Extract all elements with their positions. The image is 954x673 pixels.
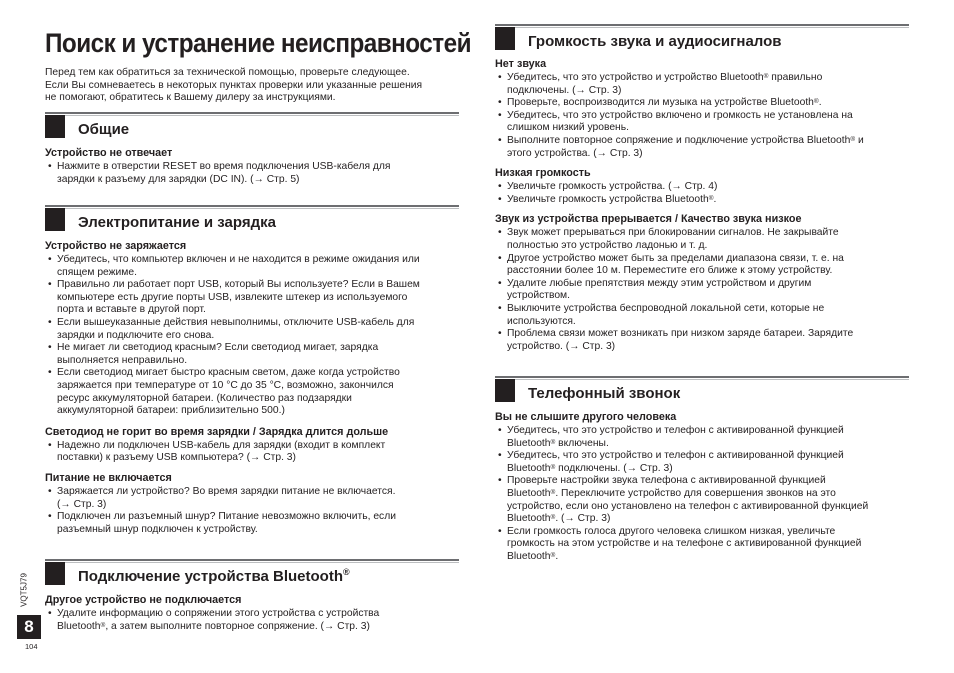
list-item: • Проблема связи может возникать при низком заряде батареи. Зарядите устройство. (→ Стр. 3) bbox=[495, 328, 909, 353]
header-marker bbox=[495, 27, 515, 50]
solution-list bbox=[45, 608, 459, 633]
list-item: • Проверьте настройки звука телефона с активированной функцией Bluetooth®. Переключите устройство для совершения звонков на это устройство, если оно установлено на телефон с активированной функцией Bluetooth®. (→ Стр. 3) bbox=[495, 475, 909, 525]
solution-list bbox=[45, 161, 459, 186]
list-item: • Заряжается ли устройство? Во время зарядки питание не включается. (→ Стр. 3) bbox=[45, 486, 459, 511]
solution-list bbox=[495, 181, 909, 206]
header-rule-thin bbox=[495, 379, 909, 380]
section-header bbox=[45, 205, 459, 231]
intro-line: Перед тем как обратиться за технической помощью, проверьте следующее. bbox=[45, 67, 410, 78]
solution-list bbox=[495, 425, 909, 564]
section-header bbox=[495, 24, 909, 50]
list-item: • Убедитесь, что это устройство и телефон с активированной функцией Bluetooth® подключены. (→ Стр. 3) bbox=[495, 450, 909, 475]
problem-title: Низкая громкость bbox=[495, 167, 591, 180]
section-phone bbox=[495, 376, 909, 564]
intro-line: Если Вы сомневаетесь в некоторых пунктах проверки или указанные решения bbox=[45, 79, 423, 91]
list-item: • Не мигает ли светодиод красным? Если светодиод мигает, зарядка выполняется неправильно. bbox=[45, 342, 459, 367]
list-item: • Надежно ли подключен USB-кабель для зарядки (входит в комплект поставки) к разъему USB компьютера? (→ Стр. 3) bbox=[45, 440, 459, 465]
problem-title: Питание не включается bbox=[45, 471, 172, 484]
section-volume bbox=[495, 24, 909, 353]
header-rule-thin bbox=[495, 27, 909, 28]
header-rule bbox=[45, 205, 459, 207]
page-number-small: 104 bbox=[25, 642, 38, 651]
list-item: • Если светодиод мигает быстро красным светом, даже когда устройство заряжается при температуре от 10 °C до 35 °C, возможно, закончился ресурс аккумуляторной батареи. (Количество раз подзарядки аккумуляторной батареи: приблизительно 500.) bbox=[45, 367, 459, 417]
problem-title: Вы не слышите другого человека bbox=[495, 411, 677, 423]
header-rule-thin bbox=[45, 115, 459, 116]
header-rule bbox=[495, 24, 909, 26]
solution-list bbox=[495, 72, 909, 160]
list-item: • Правильно ли работает порт USB, который Вы используете? Если в Вашем компьютере есть другие порты USB, извлеките штекер из используемого порта и вставьте в другой порт. bbox=[45, 279, 459, 317]
section-header bbox=[45, 559, 459, 585]
solution-list bbox=[45, 254, 459, 418]
problem-title: Устройство не отвечает bbox=[45, 147, 173, 159]
list-item: • Увеличьте громкость устройства Bluetooth®. bbox=[495, 194, 909, 207]
section-power bbox=[45, 205, 459, 536]
list-item: • Удалите информацию о сопряжении этого устройства с устройства Bluetooth®, а затем выполните повторное сопряжение. (→ Стр. 3) bbox=[45, 608, 459, 633]
problem-title: Другое устройство не подключается bbox=[45, 594, 242, 606]
list-item: • Выполните повторное сопряжение и подключение устройства Bluetooth® и этого устройства. (→ Стр. 3) bbox=[495, 135, 909, 160]
page-number-tab: 8 bbox=[17, 615, 41, 639]
header-rule-thin bbox=[45, 562, 459, 563]
section-title: Телефонный звонок bbox=[528, 385, 681, 402]
list-item: • Если вышеуказанные действия невыполнимы, отключите USB-кабель для зарядки и подключите его снова. bbox=[45, 317, 459, 342]
header-marker bbox=[45, 562, 65, 585]
section-title: Общие bbox=[78, 121, 130, 138]
list-item: • Если громкость голоса другого человека слишком низкая, увеличьте громкость на этом устройстве и на телефоне с активированной функцией Bluetooth®. bbox=[495, 526, 909, 564]
list-item: • Увеличьте громкость устройства. (→ Стр. 4) bbox=[495, 181, 909, 194]
problem-title: Светодиод не горит во время зарядки / Зарядка длится дольше bbox=[45, 425, 389, 438]
page-title: Поиск и устранение неисправностей bbox=[45, 28, 471, 58]
list-item: • Подключен ли разъемный шнур? Питание невозможно включить, если разъемный шнур подключен к устройству. bbox=[45, 511, 459, 536]
list-item: • Нажмите в отверстии RESET во время подключения USB-кабеля для зарядки к разъему для зарядки (DC IN). (→ Стр. 5) bbox=[45, 161, 459, 186]
section-title: Подключение устройства Bluetooth® bbox=[78, 567, 350, 585]
list-item: • Убедитесь, что это устройство и телефон с активированной функцией Bluetooth® включены. bbox=[495, 425, 909, 450]
list-item: • Убедитесь, что это устройство и устройство Bluetooth® правильно подключены. (→ Стр. 3) bbox=[495, 72, 909, 97]
solution-list bbox=[45, 486, 459, 536]
section-title: Электропитание и зарядка bbox=[78, 214, 276, 231]
document-code: VQT5J79 bbox=[19, 573, 29, 607]
section-bluetooth bbox=[45, 559, 459, 633]
header-marker bbox=[495, 379, 515, 402]
problem-title: Нет звука bbox=[495, 58, 547, 70]
solution-list bbox=[495, 227, 909, 353]
list-item: • Выключите устройства беспроводной локальной сети, которые не используются. bbox=[495, 303, 909, 328]
list-item: • Удалите любые препятствия между этим устройством и другим устройством. bbox=[495, 278, 909, 303]
header-rule bbox=[45, 112, 459, 114]
section-general bbox=[45, 112, 459, 186]
section-header bbox=[45, 112, 459, 138]
intro-line: не помогают, обратитесь к Вашему дилеру за инструкциями. bbox=[45, 92, 336, 104]
header-rule-thin bbox=[45, 208, 459, 209]
list-item: • Звук может прерываться при блокировании сигналов. Не закрывайте полностью это устройство ладонью и т. д. bbox=[495, 227, 909, 252]
problem-title: Устройство не заряжается bbox=[45, 240, 187, 252]
list-item: • Проверьте, воспроизводится ли музыка на устройстве Bluetooth®. bbox=[495, 97, 909, 110]
section-header bbox=[495, 376, 909, 402]
solution-list bbox=[45, 440, 459, 465]
list-item: • Убедитесь, что это устройство включено и громкость не установлена на слишком низкий уровень. bbox=[495, 110, 909, 135]
header-marker bbox=[45, 208, 65, 231]
header-rule bbox=[45, 559, 459, 561]
header-marker bbox=[45, 115, 65, 138]
intro-text bbox=[45, 67, 459, 105]
list-item: • Другое устройство может быть за пределами диапазона связи, т. е. на расстоянии более 10 м. Переместите его ближе к этому устройству. bbox=[495, 253, 909, 278]
header-rule bbox=[495, 376, 909, 378]
problem-title: Звук из устройства прерывается / Качество звука низкое bbox=[495, 213, 802, 226]
section-title: Громкость звука и аудиосигналов bbox=[528, 33, 782, 50]
list-item: • Убедитесь, что компьютер включен и не находится в режиме ожидания или спящем режиме. bbox=[45, 254, 459, 279]
